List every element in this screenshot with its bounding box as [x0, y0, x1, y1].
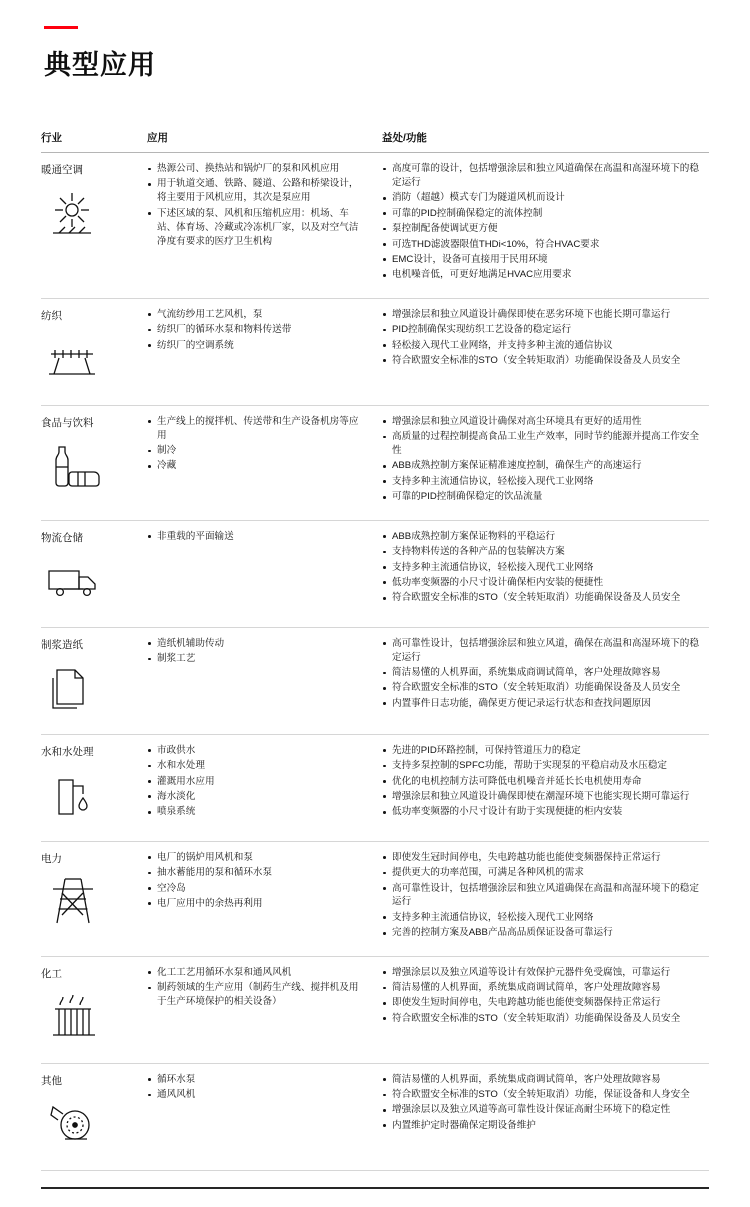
list-item: 支持多种主流通信协议，轻松接入现代工业网络: [382, 911, 703, 925]
benefit-cell: [374, 153, 709, 299]
application-cell: [139, 405, 374, 520]
table-row: [41, 1063, 709, 1170]
list-item: 低功率变频器的小尺寸设计确保柜内安装的便捷性: [382, 576, 703, 590]
application-list: [147, 415, 368, 474]
list-item: 高可靠性设计，包括增强涂层和独立风道，确保在高温和高湿环境下的稳定运行: [382, 637, 703, 665]
benefit-cell: [374, 520, 709, 627]
list-item: 抽水蓄能用的泵和循环水泵: [147, 866, 368, 880]
industry-label: 食品与饮料: [41, 416, 94, 429]
list-item: 冷藏: [147, 459, 368, 473]
application-list: [147, 530, 368, 544]
list-item: 简洁易懂的人机界面，系统集成商调试简单，客户处理故障容易: [382, 1073, 703, 1087]
application-list: [147, 162, 368, 248]
list-item: 用于轨道交通、铁路、隧道、公路和桥梁设计，将主要用于风机应用，其次是泵应用: [147, 177, 368, 205]
list-item: 空冷岛: [147, 882, 368, 896]
benefit-list: [382, 966, 703, 1026]
list-item: ABB成熟控制方案保证物料的平稳运行: [382, 530, 703, 544]
application-cell: [139, 153, 374, 299]
table-header: [41, 130, 709, 153]
list-item: 纺织厂的循环水泵和物料传送带: [147, 323, 368, 337]
list-item: 支持物料传送的各种产品的包装解决方案: [382, 545, 703, 559]
list-item: 高度可靠的设计，包括增强涂层和独立风道确保在高温和高湿环境下的稳定运行: [382, 162, 703, 190]
industry-label: 电力: [41, 852, 62, 865]
industry-cell: [41, 405, 139, 520]
table-row: [41, 298, 709, 405]
list-item: 电机噪音低，可更好地满足HVAC应用要求: [382, 268, 703, 282]
industry-label: 物流仓储: [41, 531, 83, 544]
list-item: 即使发生冠时间停电，失电跨越功能也能使变频器保持正常运行: [382, 851, 703, 865]
industry-label: 暖通空调: [41, 164, 83, 176]
list-item: PID控制确保实现纺织工艺设备的稳定运行: [382, 323, 703, 337]
industry-cell: [41, 841, 139, 956]
fan-sun-icon: [41, 183, 111, 245]
list-item: 增强涂层以及独立风道等高可靠性设计保证高耐尘环境下的稳定性: [382, 1103, 703, 1117]
application-list: [147, 308, 368, 353]
reactor-icon: [41, 987, 111, 1049]
paper-sheets-icon: [41, 658, 111, 720]
document-page: [0, 26, 750, 1207]
application-cell: [139, 520, 374, 627]
industry-cell: [41, 1063, 139, 1170]
industry-cell: [41, 956, 139, 1063]
loom-icon: [41, 329, 111, 391]
list-item: 制浆工艺: [147, 652, 368, 666]
application-list: [147, 637, 368, 666]
industry-cell: [41, 627, 139, 734]
table-row: [41, 956, 709, 1063]
benefit-cell: [374, 734, 709, 841]
application-list: [147, 851, 368, 911]
list-item: 纺织厂的空调系统: [147, 339, 368, 353]
list-item: 非重载的平面输送: [147, 530, 368, 544]
list-item: 完善的控制方案及ABB产品高品质保证设备可靠运行: [382, 926, 703, 940]
list-item: 增强涂层和独立风道设计确保即使在恶劣环境下也能长期可靠运行: [382, 308, 703, 322]
column-header-benefit: 益处/功能: [374, 130, 709, 153]
list-item: 可靠的PID控制确保稳定的饮品流量: [382, 490, 703, 504]
list-item: EMC设计，设备可直接用于民用环境: [382, 253, 703, 267]
list-item: 提供更大的功率范围，可满足各种风机的需求: [382, 866, 703, 880]
list-item: 高质量的过程控制提高食品工业生产效率，同时节约能源并提高工作安全性: [382, 430, 703, 458]
list-item: 支持多种主流通信协议，轻松接入现代工业网络: [382, 561, 703, 575]
application-cell: [139, 734, 374, 841]
page-title: 典型应用: [44, 50, 156, 80]
list-item: 即使发生短时间停电，失电跨越功能也能使变频器保持正常运行: [382, 996, 703, 1010]
typical-applications-table: [41, 130, 709, 1171]
list-item: 符合欧盟安全标准的STO（安全转矩取消）功能确保设备及人员安全: [382, 591, 703, 605]
list-item: 支持多种主流通信协议，轻松接入现代工业网络: [382, 475, 703, 489]
list-item: 下述区域的泵、风机和压缩机应用：机场、车站、体育场、冷藏或冷冻机厂家，以及对空气洁净度有要求的医疗卫生机构: [147, 207, 368, 249]
benefit-list: [382, 637, 703, 711]
list-item: 低功率变频器的小尺寸设计有助于实现便捷的柜内安装: [382, 805, 703, 819]
application-cell: [139, 841, 374, 956]
benefit-list: [382, 851, 703, 940]
application-list: [147, 744, 368, 820]
accent-rule: [44, 26, 78, 29]
list-item: 喷泉系统: [147, 805, 368, 819]
benefit-list: [382, 308, 703, 368]
list-item: 电厂的锅炉用风机和泵: [147, 851, 368, 865]
list-item: ABB成熟控制方案保证精准速度控制，确保生产的高速运行: [382, 459, 703, 473]
list-item: 市政供水: [147, 744, 368, 758]
benefit-cell: [374, 405, 709, 520]
list-item: 简洁易懂的人机界面，系统集成商调试简单，客户处理故障容易: [382, 981, 703, 995]
industry-cell: [41, 734, 139, 841]
list-item: 优化的电机控制方法可降低电机噪音并延长长电机使用寿命: [382, 775, 703, 789]
list-item: 支持多泵控制的SPFC功能，帮助于实现泵的平稳启动及水压稳定: [382, 759, 703, 773]
list-item: 灌溉用水应用: [147, 775, 368, 789]
application-cell: [139, 627, 374, 734]
table-row: [41, 153, 709, 299]
list-item: 消防（超越）模式专门为隧道风机而设计: [382, 191, 703, 205]
table-row: [41, 734, 709, 841]
table-row: [41, 627, 709, 734]
list-item: 符合欧盟安全标准的STO（安全转矩取消）功能确保设备及人员安全: [382, 681, 703, 695]
list-item: 符合欧盟安全标准的STO（安全转矩取消）功能，保证设备和人身安全: [382, 1088, 703, 1102]
industry-cell: [41, 520, 139, 627]
column-header-industry: 行业: [41, 130, 139, 153]
table-row: [41, 405, 709, 520]
list-item: 制药领域的生产应用（制药生产线、搅拌机及用于生产环境保护的相关设备）: [147, 981, 368, 1009]
benefit-list: [382, 744, 703, 820]
benefit-list: [382, 162, 703, 282]
industry-label: 其他: [41, 1074, 62, 1087]
industry-label: 水和水处理: [41, 745, 94, 758]
truck-icon: [41, 551, 111, 613]
application-cell: [139, 298, 374, 405]
column-header-application: 应用: [139, 130, 374, 153]
list-item: 轻松接入现代工业网络，并支持多种主流的通信协议: [382, 339, 703, 353]
list-item: 水和水处理: [147, 759, 368, 773]
list-item: 循环水泵: [147, 1073, 368, 1087]
list-item: 简洁易懂的人机界面，系统集成商调试简单，客户处理故障容易: [382, 666, 703, 680]
page-bottom-spacer: [0, 1189, 750, 1207]
list-item: 符合欧盟安全标准的STO（安全转矩取消）功能确保设备及人员安全: [382, 354, 703, 368]
list-item: 气流纺纱用工艺风机，泵: [147, 308, 368, 322]
bottle-bread-icon: [41, 436, 111, 498]
industry-label: 纺织: [41, 309, 62, 322]
industry-cell: [41, 153, 139, 299]
application-cell: [139, 956, 374, 1063]
list-item: 内置维护定时器确保定期设备维护: [382, 1119, 703, 1133]
list-item: 海水淡化: [147, 790, 368, 804]
list-item: 电厂应用中的余热再利用: [147, 897, 368, 911]
blower-icon: [41, 1094, 111, 1156]
benefit-cell: [374, 298, 709, 405]
faucet-icon: [41, 765, 111, 827]
list-item: 泵控制配备使调试更方便: [382, 222, 703, 236]
application-list: [147, 966, 368, 1009]
list-item: 内置事件日志功能，确保更方便记录运行状态和查找问题原因: [382, 697, 703, 711]
list-item: 生产线上的搅拌机、传送带和生产设备机房等应用: [147, 415, 368, 443]
benefit-list: [382, 1073, 703, 1133]
table-row: [41, 841, 709, 956]
list-item: 高可靠性设计，包括增强涂层和独立风道确保在高温和高湿环境下的稳定运行: [382, 882, 703, 910]
list-item: 制冷: [147, 444, 368, 458]
industry-label: 制浆造纸: [41, 638, 83, 651]
list-item: 先进的PID环路控制，可保持管道压力的稳定: [382, 744, 703, 758]
list-item: 通风风机: [147, 1088, 368, 1102]
benefit-list: [382, 530, 703, 606]
benefit-cell: [374, 1063, 709, 1170]
list-item: 符合欧盟安全标准的STO（安全转矩取消）功能确保设备及人员安全: [382, 1012, 703, 1026]
table-row: [41, 520, 709, 627]
list-item: 化工工艺用循环水泵和通风风机: [147, 966, 368, 980]
benefit-cell: [374, 627, 709, 734]
application-list: [147, 1073, 368, 1102]
industry-cell: [41, 298, 139, 405]
benefit-cell: [374, 956, 709, 1063]
table-body: [41, 153, 709, 1171]
list-item: 增强涂层和独立风道设计确保对高尘环境具有更好的适用性: [382, 415, 703, 429]
benefit-list: [382, 415, 703, 504]
benefit-cell: [374, 841, 709, 956]
application-cell: [139, 1063, 374, 1170]
list-item: 可靠的PID控制确保稳定的流体控制: [382, 207, 703, 221]
list-item: 造纸机辅助传动: [147, 637, 368, 651]
industry-label: 化工: [41, 967, 62, 980]
list-item: 可选THD滤波器限值THDi<10%，符合HVAC要求: [382, 238, 703, 252]
list-item: 增强涂层以及独立风道等设计有效保护元器件免受腐蚀，可靠运行: [382, 966, 703, 980]
list-item: 热源公司、换热站和锅炉厂的泵和风机应用: [147, 162, 368, 176]
pylon-icon: [41, 872, 111, 934]
list-item: 增强涂层和独立风道设计确保即使在潮湿环境下也能实现长期可靠运行: [382, 790, 703, 804]
